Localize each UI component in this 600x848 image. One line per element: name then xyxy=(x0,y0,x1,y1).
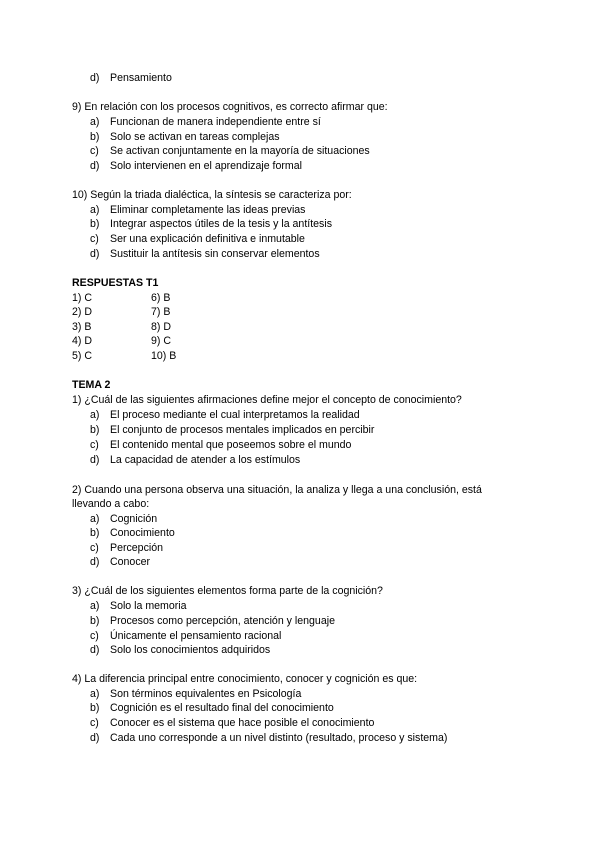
question-text: llevando a cabo: xyxy=(72,498,150,510)
option-letter: d) xyxy=(90,248,100,260)
option-letter: c) xyxy=(90,630,99,642)
option-letter: d) xyxy=(90,454,100,466)
option-text: Conocer xyxy=(110,556,151,568)
option-text: Conocer es el sistema que hace posible el conocimiento xyxy=(110,717,375,729)
option-letter: b) xyxy=(90,615,100,627)
answer-item: 8) D xyxy=(151,321,172,333)
option-letter: c) xyxy=(90,717,99,729)
option-text: Únicamente el pensamiento racional xyxy=(110,630,282,642)
option-text: Ser una explicación definitiva e inmutable xyxy=(110,233,305,245)
option-letter: b) xyxy=(90,218,100,230)
option-text: Se activan conjuntamente en la mayoría de situaciones xyxy=(110,145,370,157)
option-letter: c) xyxy=(90,439,99,451)
option-text: Son términos equivalentes en Psicología xyxy=(110,688,302,700)
option-letter: b) xyxy=(90,131,100,143)
question-text: 4) La diferencia principal entre conocimiento, conocer y cognición es que: xyxy=(72,673,418,685)
option-letter: b) xyxy=(90,527,100,539)
question-text: 3) ¿Cuál de los siguientes elementos forma parte de la cognición? xyxy=(72,585,383,597)
option-text: Percepción xyxy=(110,542,163,554)
answer-item: 9) C xyxy=(151,335,172,347)
section-title: TEMA 2 xyxy=(72,379,111,391)
answer-item: 7) B xyxy=(151,306,171,318)
option-text: Solo la memoria xyxy=(110,600,187,612)
option-letter: a) xyxy=(90,409,100,421)
option-text: Solo los conocimientos adquiridos xyxy=(110,644,271,656)
option-text: Funcionan de manera independiente entre sí xyxy=(110,116,321,128)
option-text: Sustituir la antítesis sin conservar elementos xyxy=(110,248,320,260)
option-text: Integrar aspectos útiles de la tesis y la antítesis xyxy=(110,218,332,230)
option-text: Procesos como percepción, atención y lenguaje xyxy=(110,615,335,627)
question-text: 2) Cuando una persona observa una situación, la analiza y llega a una conclusión, está xyxy=(72,484,482,496)
option-letter: d) xyxy=(90,644,100,656)
option-text: El conjunto de procesos mentales implicados en percibir xyxy=(110,424,375,436)
option-letter: a) xyxy=(90,513,100,525)
option-letter: d) xyxy=(90,556,100,568)
answer-item: 1) C xyxy=(72,292,93,304)
option-letter: c) xyxy=(90,233,99,245)
answer-item: 4) D xyxy=(72,335,93,347)
question-text: 1) ¿Cuál de las siguientes afirmaciones define mejor el concepto de conocimiento? xyxy=(72,394,462,406)
answer-item: 3) B xyxy=(72,321,92,333)
option-text: Conocimiento xyxy=(110,527,175,539)
option-letter: d) xyxy=(90,732,100,744)
answers-title: RESPUESTAS T1 xyxy=(72,277,159,289)
option-text: Cognición xyxy=(110,513,158,525)
option-letter: a) xyxy=(90,600,100,612)
option-letter: c) xyxy=(90,145,99,157)
option-text: Eliminar completamente las ideas previas xyxy=(110,204,306,216)
option-text: El proceso mediante el cual interpretamos la realidad xyxy=(110,409,360,421)
question-10: 10) Según la triada dialéctica, la síntesis se caracteriza por: xyxy=(72,189,352,201)
option-letter: d) xyxy=(90,160,100,172)
option-letter: d) xyxy=(90,72,100,84)
question-9: 9) En relación con los procesos cognitivos, es correcto afirmar que: xyxy=(72,101,388,113)
answer-item: 6) B xyxy=(151,292,171,304)
option-letter: c) xyxy=(90,542,99,554)
option-text: Pensamiento xyxy=(110,72,172,84)
option-letter: b) xyxy=(90,702,100,714)
option-letter: a) xyxy=(90,688,100,700)
answer-item: 10) B xyxy=(151,350,177,362)
option-text: El contenido mental que poseemos sobre el mundo xyxy=(110,439,352,451)
option-text: Solo intervienen en el aprendizaje formal xyxy=(110,160,302,172)
option-text: Cognición es el resultado final del conocimiento xyxy=(110,702,334,714)
option-letter: b) xyxy=(90,424,100,436)
option-text: La capacidad de atender a los estímulos xyxy=(110,454,301,466)
answer-item: 2) D xyxy=(72,306,93,318)
answer-item: 5) C xyxy=(72,350,93,362)
option-text: Cada uno corresponde a un nivel distinto (resultado, proceso y sistema) xyxy=(110,732,448,744)
option-letter: a) xyxy=(90,116,100,128)
option-letter: a) xyxy=(90,204,100,216)
option-text: Solo se activan en tareas complejas xyxy=(110,131,280,143)
